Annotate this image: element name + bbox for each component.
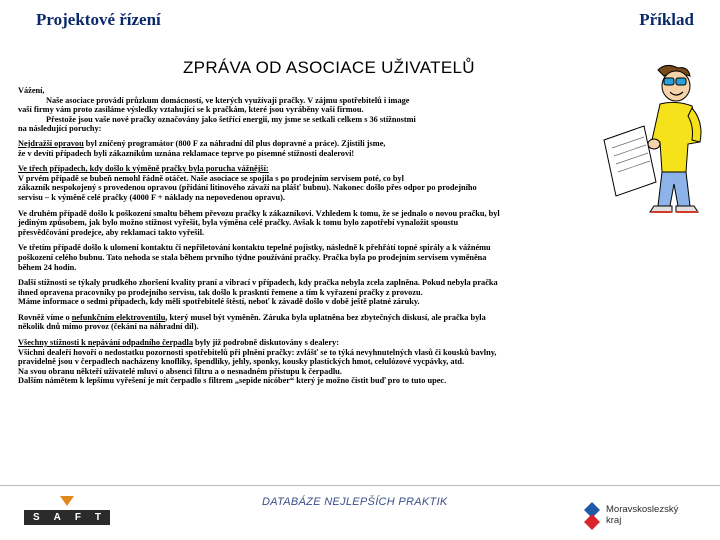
letter-p1-line1: Naše asociace provádí průzkum domácností, ve kterých využívají pračky. V zájmu spotřebitelů i image [46,95,410,105]
letter-p2-underlined: Nejdražší opravou [18,138,84,148]
footer-divider [0,485,720,486]
letter-p1-line4: na následující poruchy: [18,124,102,134]
letter-p4-line1: Ve druhém případě došlo k poškození smaltu během převozu pračky k zákazníkovi. Vzhledem k tomu, že se jednalo o novou pračku, byl [18,208,500,218]
association-letter [18,86,686,392]
footer-database-title: DATABÁZE NEJLEPŠÍCH PRAKTIK [262,496,448,508]
letter-p5-line2: poškození celého bubnu. Tato nehoda se stala během prvního týdne používání pračky. Pračka byla po prodejním servisem vyměněna [18,252,487,262]
saft-letter: T [94,512,106,523]
region-name-line1: Moravskoslezský [606,504,679,515]
letter-p8-line3: pravidelně jsou v čerpadlech nacházeny knoflíky, špendlíky, jehly, sponky, kousky plastických hmot, celulózové vycpávky, atd. [18,357,465,367]
report-title: ZPRÁVA OD ASOCIACE UŽIVATELŮ [183,58,475,77]
letter-p1-line3: Přestože jsou vaše nové pračky označovány jako šetřící energii, my jsme se setkali celkem s 36 stížnostmi [46,114,416,124]
letter-p4-line3: přesvědčování prodejce, aby reklamaci takto vyřešil. [18,227,205,237]
letter-p8-underlined: Všechny stížnosti k nepávání odpadního čerpadla [18,338,193,348]
header-right-title: Příklad [639,10,694,29]
letter-p6-line1: Další stížnosti se týkaly prudkého zhoršení kvality praní a vibrací v případech, kdy pračka nebyla zcela zaplněna. Pokud nebyla pračka [18,278,498,288]
letter-p8-line4: Na svou obranu někteří uživatelé mluví o absenci filtru a o nesnadném přístupu k čerpadlu. [18,366,342,376]
letter-p8-line1: byly již podrobně diskutovány s dealery: [192,338,339,348]
letter-p7-line2: několik dnů mimo provoz (čekání na náhradní díl). [18,322,199,332]
saft-logo [24,496,110,528]
letter-p1-line2: vaší firmy vám proto zasíláme výsledky vztahující se k pračkám, které jsou vyráběny vaší firmou. [18,105,364,115]
saft-letter: S [32,512,44,523]
letter-p4-line2: jediným způsobem, jak bylo možno stížnost vyřešit, byla výměna celé pračky. Avšak k tomu bylo zapotřebí vynaložit spoustu [18,218,459,228]
letter-p3-line2: zákazník nespokojený s provedenou opravou (přidání litinového závaží na plášť bubnu). Nakonec došlo přes odpor po prodejního [18,183,477,193]
letter-p2-line2: že v devíti případech byli zákazníkům uznána reklamace teprve po písemné stížnosti dealerovi! [18,148,355,158]
letter-p5-line3: během 24 hodin. [18,262,77,272]
saft-letter-bar [24,510,110,525]
region-name [606,504,678,526]
region-logo [582,498,712,534]
letter-p7-underlined: nefunkčním elektroventilu [71,312,166,322]
letter-p3-line1: V prvém případě se bubeň nemohl řádně otáčet. Naše asociace se spojila s po prodejním servisem poté, co byl [18,173,404,183]
saft-letter: A [53,512,65,523]
saft-letter: F [74,512,85,523]
letter-p2-line1: byl zničený programátor (800 F za náhradní díl plus dopravné a práce). Zjistili jsme, [83,138,386,148]
letter-p3-line3: servisu – k výměně celé pračky (4000 F + náklady na nepovedenou opravu). [18,192,285,202]
saft-triangle-icon [60,496,74,506]
letter-p8-line5: Dalším námětem k lepšímu vyřešení je mít čerpadlo s filtrem „sepide nicóber“ který je možno čistit buď pro to tuto upec. [18,376,447,386]
letter-p6-line3: Máme informace o sedmi případech, kdy měli spotřebitelé štěstí, neboť k závadě došlo v době ještě platné záruky. [18,297,420,307]
region-mark-icon [582,500,602,530]
header-left-title: Projektové řízení [36,10,161,29]
region-name-line2: kraj [606,515,622,526]
letter-salutation: Vážení, [18,86,45,95]
letter-p7-line1-start: Rovněž víme o [18,312,72,322]
letter-p7-line1-end: , který musel být vyměněn. Záruka byla uplatněna bez zbytečných diskusí, ale pračka byla [165,312,486,322]
letter-p5-line1: Ve třetím případě došlo k ulomení kontaktu či nepřiletování kontaktu tepelné pojistky, následně k přehřátí topné spirály a k vážnému [18,243,491,253]
letter-p3-heading: Ve třech případech, kdy došlo k výměně pračky byla porucha vážnější: [18,164,269,174]
figure-glasses [664,78,674,85]
letter-p6-line2: ihned opravena pracovníky po prodejního servisu, tak došlo k praskntí řemene a tím k vyřazení pračky z provozu. [18,287,423,297]
letter-p8-line2: Všichni dealeři hovoří o nedostatku pozornosti spotřebitelů při plnění pračky: zvlášť se to týká nevyhnutelných vlasů či kousků bavlny, [18,347,497,357]
